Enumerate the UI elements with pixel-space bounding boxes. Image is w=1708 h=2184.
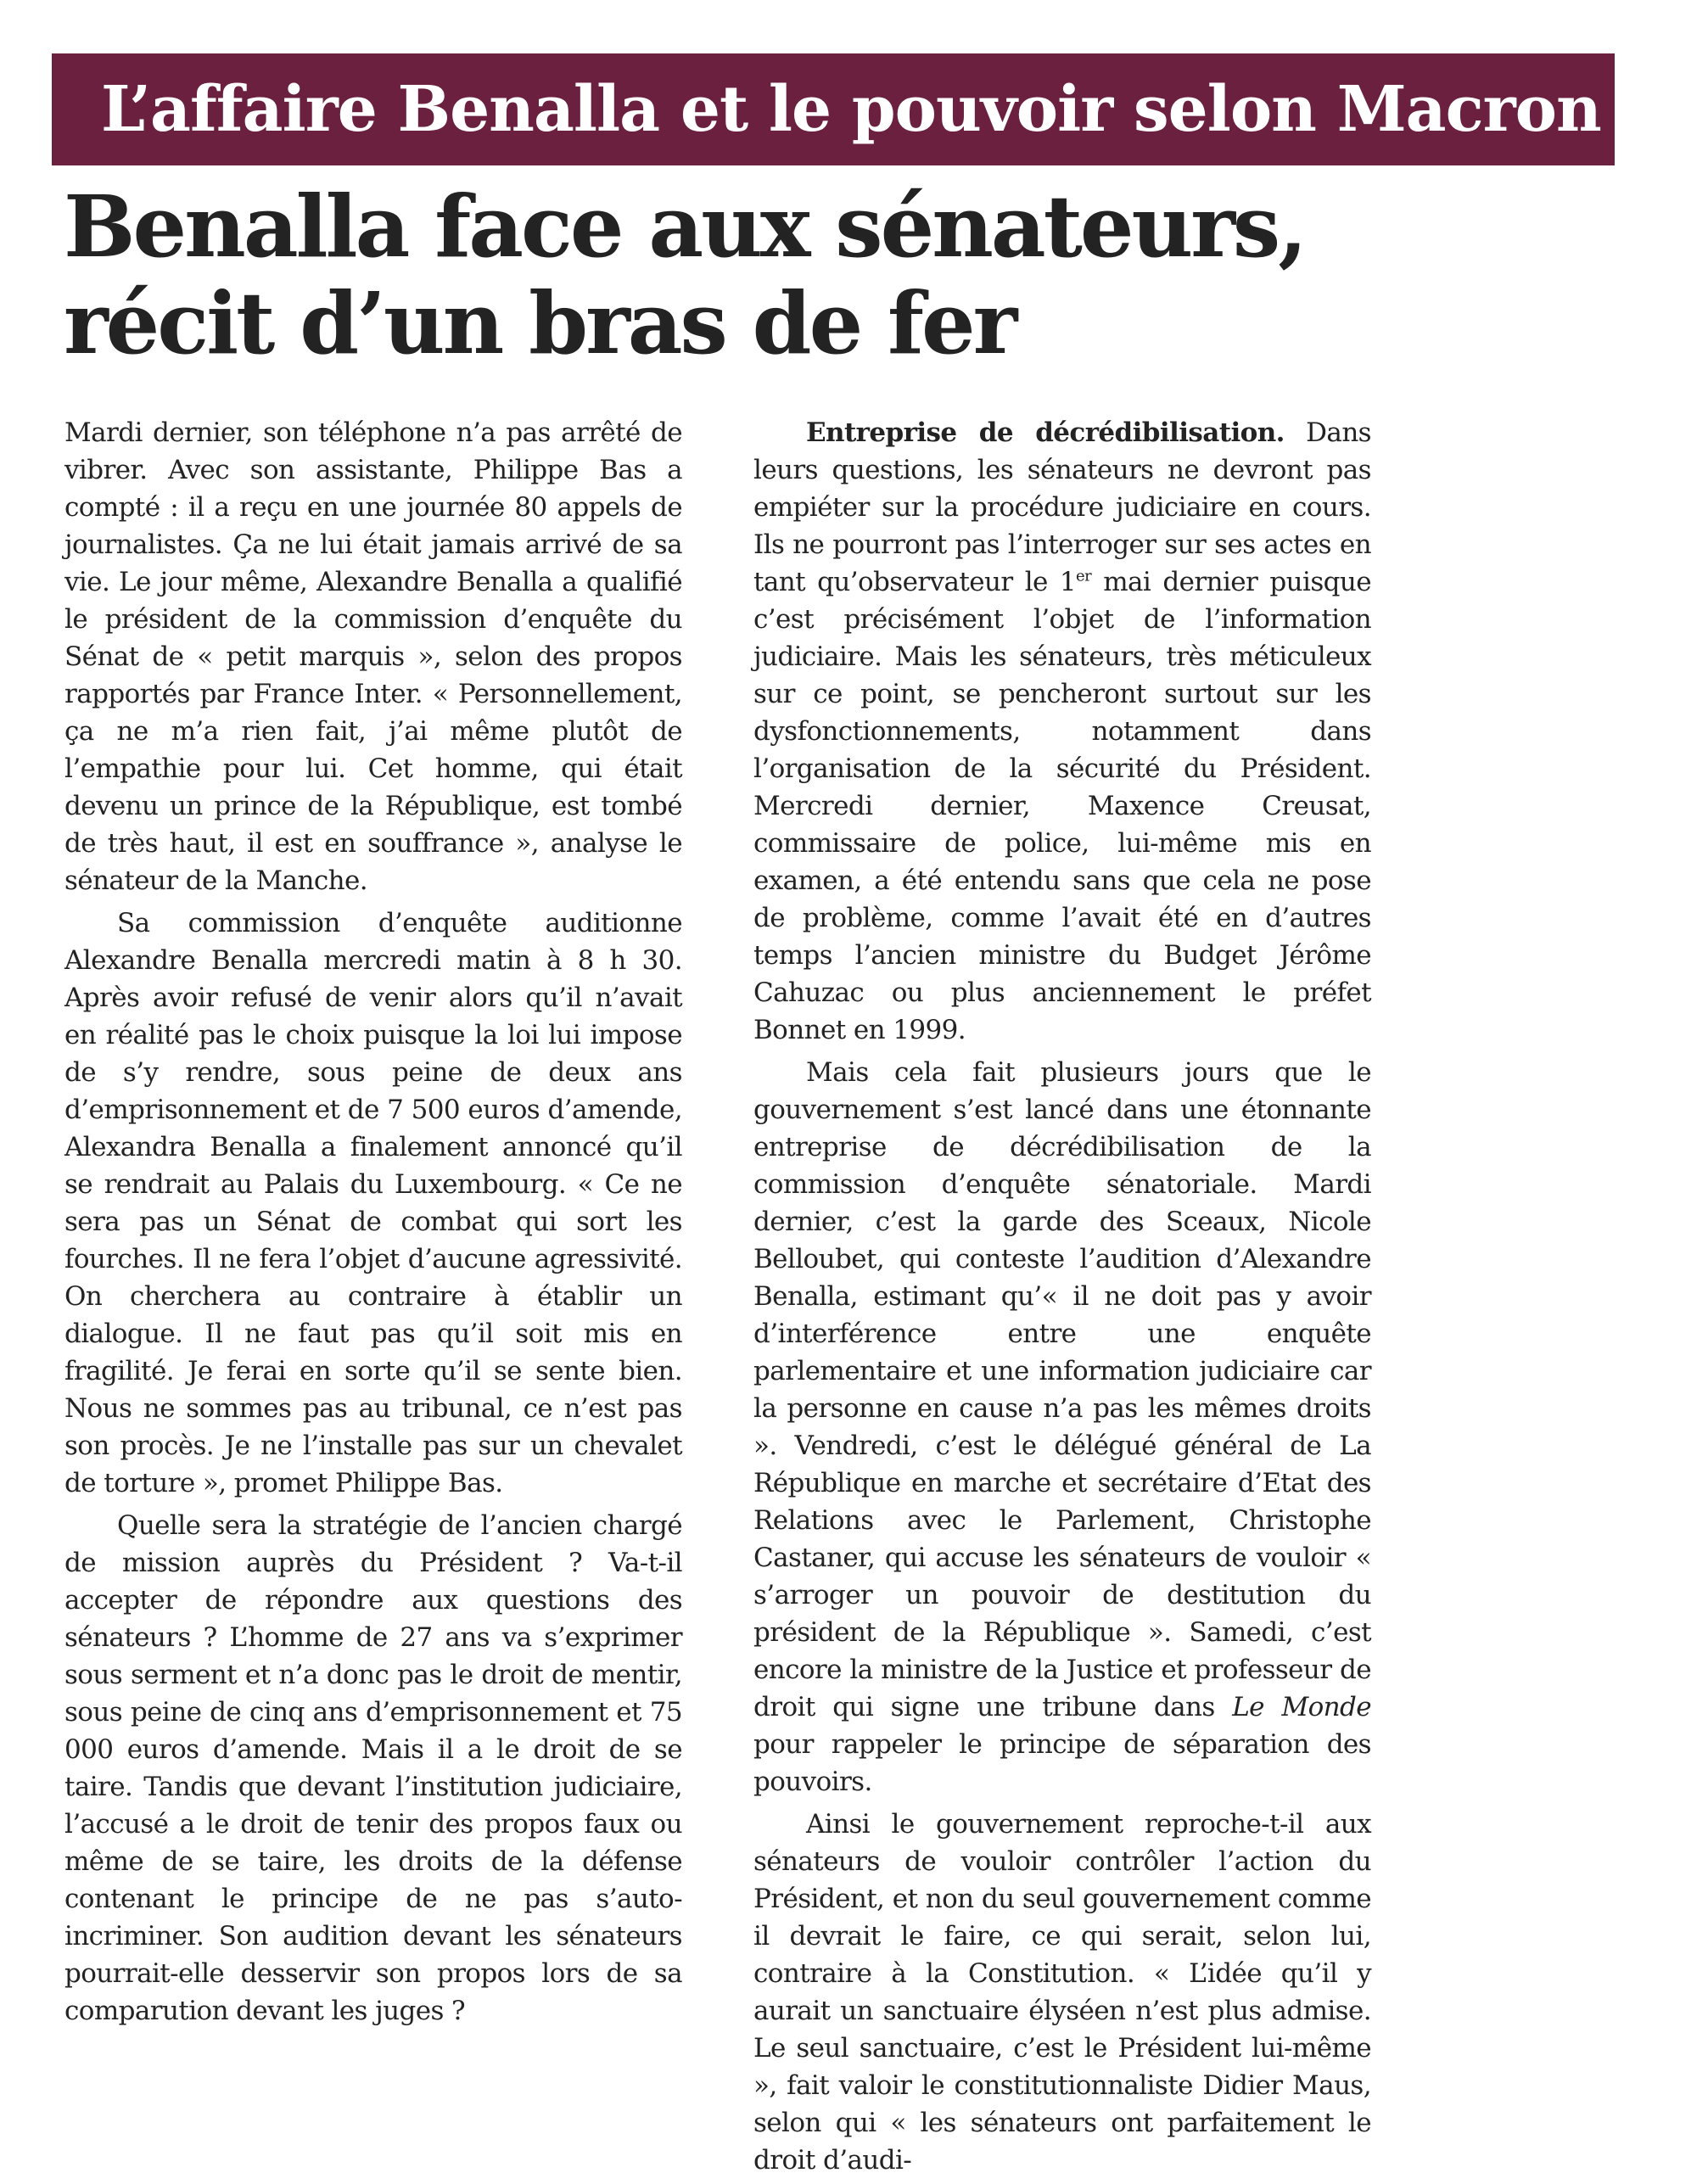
paragraph [753,414,1371,1049]
paragraph-text: pour rappeler le principe de séparation des pouvoirs. [753,1729,1371,1797]
section-title: L’affaire Benalla et le pouvoir selon Macron [101,73,1601,146]
paragraph: Quelle sera la stratégie de l’ancien chargé de mission auprès du Président ? Va-t-il accepter de répondre aux questions des sénateurs ? L’homme de 27 ans va s’exprimer sous serment et n’a donc pas le droit de mentir, sous peine de cinq ans d’emprisonnement et 75 000 euros d’amende. Mais il a le droit de se taire. Tandis que devant l’institution judiciaire, l’accusé a le droit de tenir des propos faux ou même de se taire, les droits de la défense contenant le principe de ne pas s’auto-incriminer. Son audition devant les sénateurs pourrait-elle desservir son propos lors de sa comparution devant les juges ? [64,1510,682,2026]
ordinal-superscript: er [1076,567,1092,585]
headline-line-1: Benalla face aux sénateurs, [64,176,1306,277]
paragraph: Ainsi le gouvernement reproche-t-il aux sénateurs de vouloir contrôler l’action du Président, et non du seul gouvernement comme il devrait le faire, ce qui serait, selon lui, contraire à la Constitution. « L’idée qu’il y aurait un sanctuaire élyséen n’est plus admise. Le seul sanctuaire, c’est le Président lui-même », fait valoir le constitutionnaliste Didier Maus, selon qui « les sénateurs ont parfaitement le droit d’audi- [753,1809,1371,2176]
paragraph [753,1054,1371,1800]
newspaper-title: Le Monde [1232,1692,1372,1722]
paragraph: Mardi dernier, son téléphone n’a pas arrêté de vibrer. Avec son assistante, Philippe Bas a compté : il a reçu en une journée 80 appels de journalistes. Ça ne lui était jamais arrivé de sa vie. Le jour même, Alexandre Benalla a qualifié le président de la commission d’enquête du Sénat de « petit marquis », selon des propos rapportés par France Inter. « Personnellement, ça ne m’a rien fait, j’ai même plutôt de l’empathie pour lui. Cet homme, qui était devenu un prince de la République, est tombé de très haut, il est en souffrance », analyse le sénateur de la Manche. [64,417,682,896]
paragraph-text: Dans leurs questions, les sénateurs ne devront pas empiéter sur la procédure judiciaire en cours. Ils ne pourront pas l’interroger sur ses actes en tant qu’observateur le 1 [753,417,1371,597]
section-banner [52,53,1615,165]
section-lead-in: Entreprise de décrédibilisation. [806,417,1285,448]
right-column [753,414,1371,2184]
paragraph-text: Mais cela fait plusieurs jours que le gouvernement s’est lancé dans une étonnante entreprise de décrédibilisation de la commission d’enquête sénatoriale. Mardi dernier, c’est la garde des Sceaux, Nicole Belloubet, qui conteste l’audition d’Alexandre Benalla, estimant qu’« il ne doit pas y avoir d’interférence entre une enquête parlementaire et une information judiciaire car la personne en cause n’a pas les mêmes droits ». Vendredi, c’est le délégué général de La République en marche et secrétaire d’Etat des Relations avec le Parlement, Christophe Castaner, qui accuse les sénateurs de vouloir « s’arroger un pouvoir de destitution du président de la République ». Samedi, c’est encore la ministre de la Justice et professeur de droit qui signe une tribune dans [753,1057,1371,1722]
headline-line-2: récit d’un bras de fer [64,273,1016,373]
paragraph-text: mai dernier puisque c’est précisément l’objet de l’information judiciaire. Mais les sénateurs, très méticuleux sur ce point, se pencheront surtout sur les dysfonctionnements, notamment dans l’organisation de la sécurité du Président. Mercredi dernier, Maxence Creusat, commissaire de police, lui-même mis en examen, a été entendu sans que cela ne pose de problème, comme l’avait été en d’autres temps l’ancien ministre du Budget Jérôme Cahuzac ou plus anciennement le préfet Bonnet en 1999. [753,567,1371,1045]
left-column [64,414,682,2035]
paragraph: Sa commission d’enquête auditionne Alexandre Benalla mercredi matin à 8 h 30. Après avoir refusé de venir alors qu’il n’avait en réalité pas le choix puisque la loi lui impose de s’y rendre, sous peine de deux ans d’emprisonnement et de 7 500 euros d’amende, Alexandra Benalla a finalement annoncé qu’il se rendrait au Palais du Luxembourg. « Ce ne sera pas un Sénat de combat qui sort les fourches. Il ne fera l’objet d’aucune agressivité. On cherchera au contraire à établir un dialogue. Il ne faut pas qu’il soit mis en fragilité. Je ferai en sorte qu’il se sente bien. Nous ne sommes pas au tribunal, ce n’est pas son procès. Je ne l’installe pas sur un chevalet de torture », promet Philippe Bas. [64,908,682,1498]
article-headline [64,178,1633,372]
